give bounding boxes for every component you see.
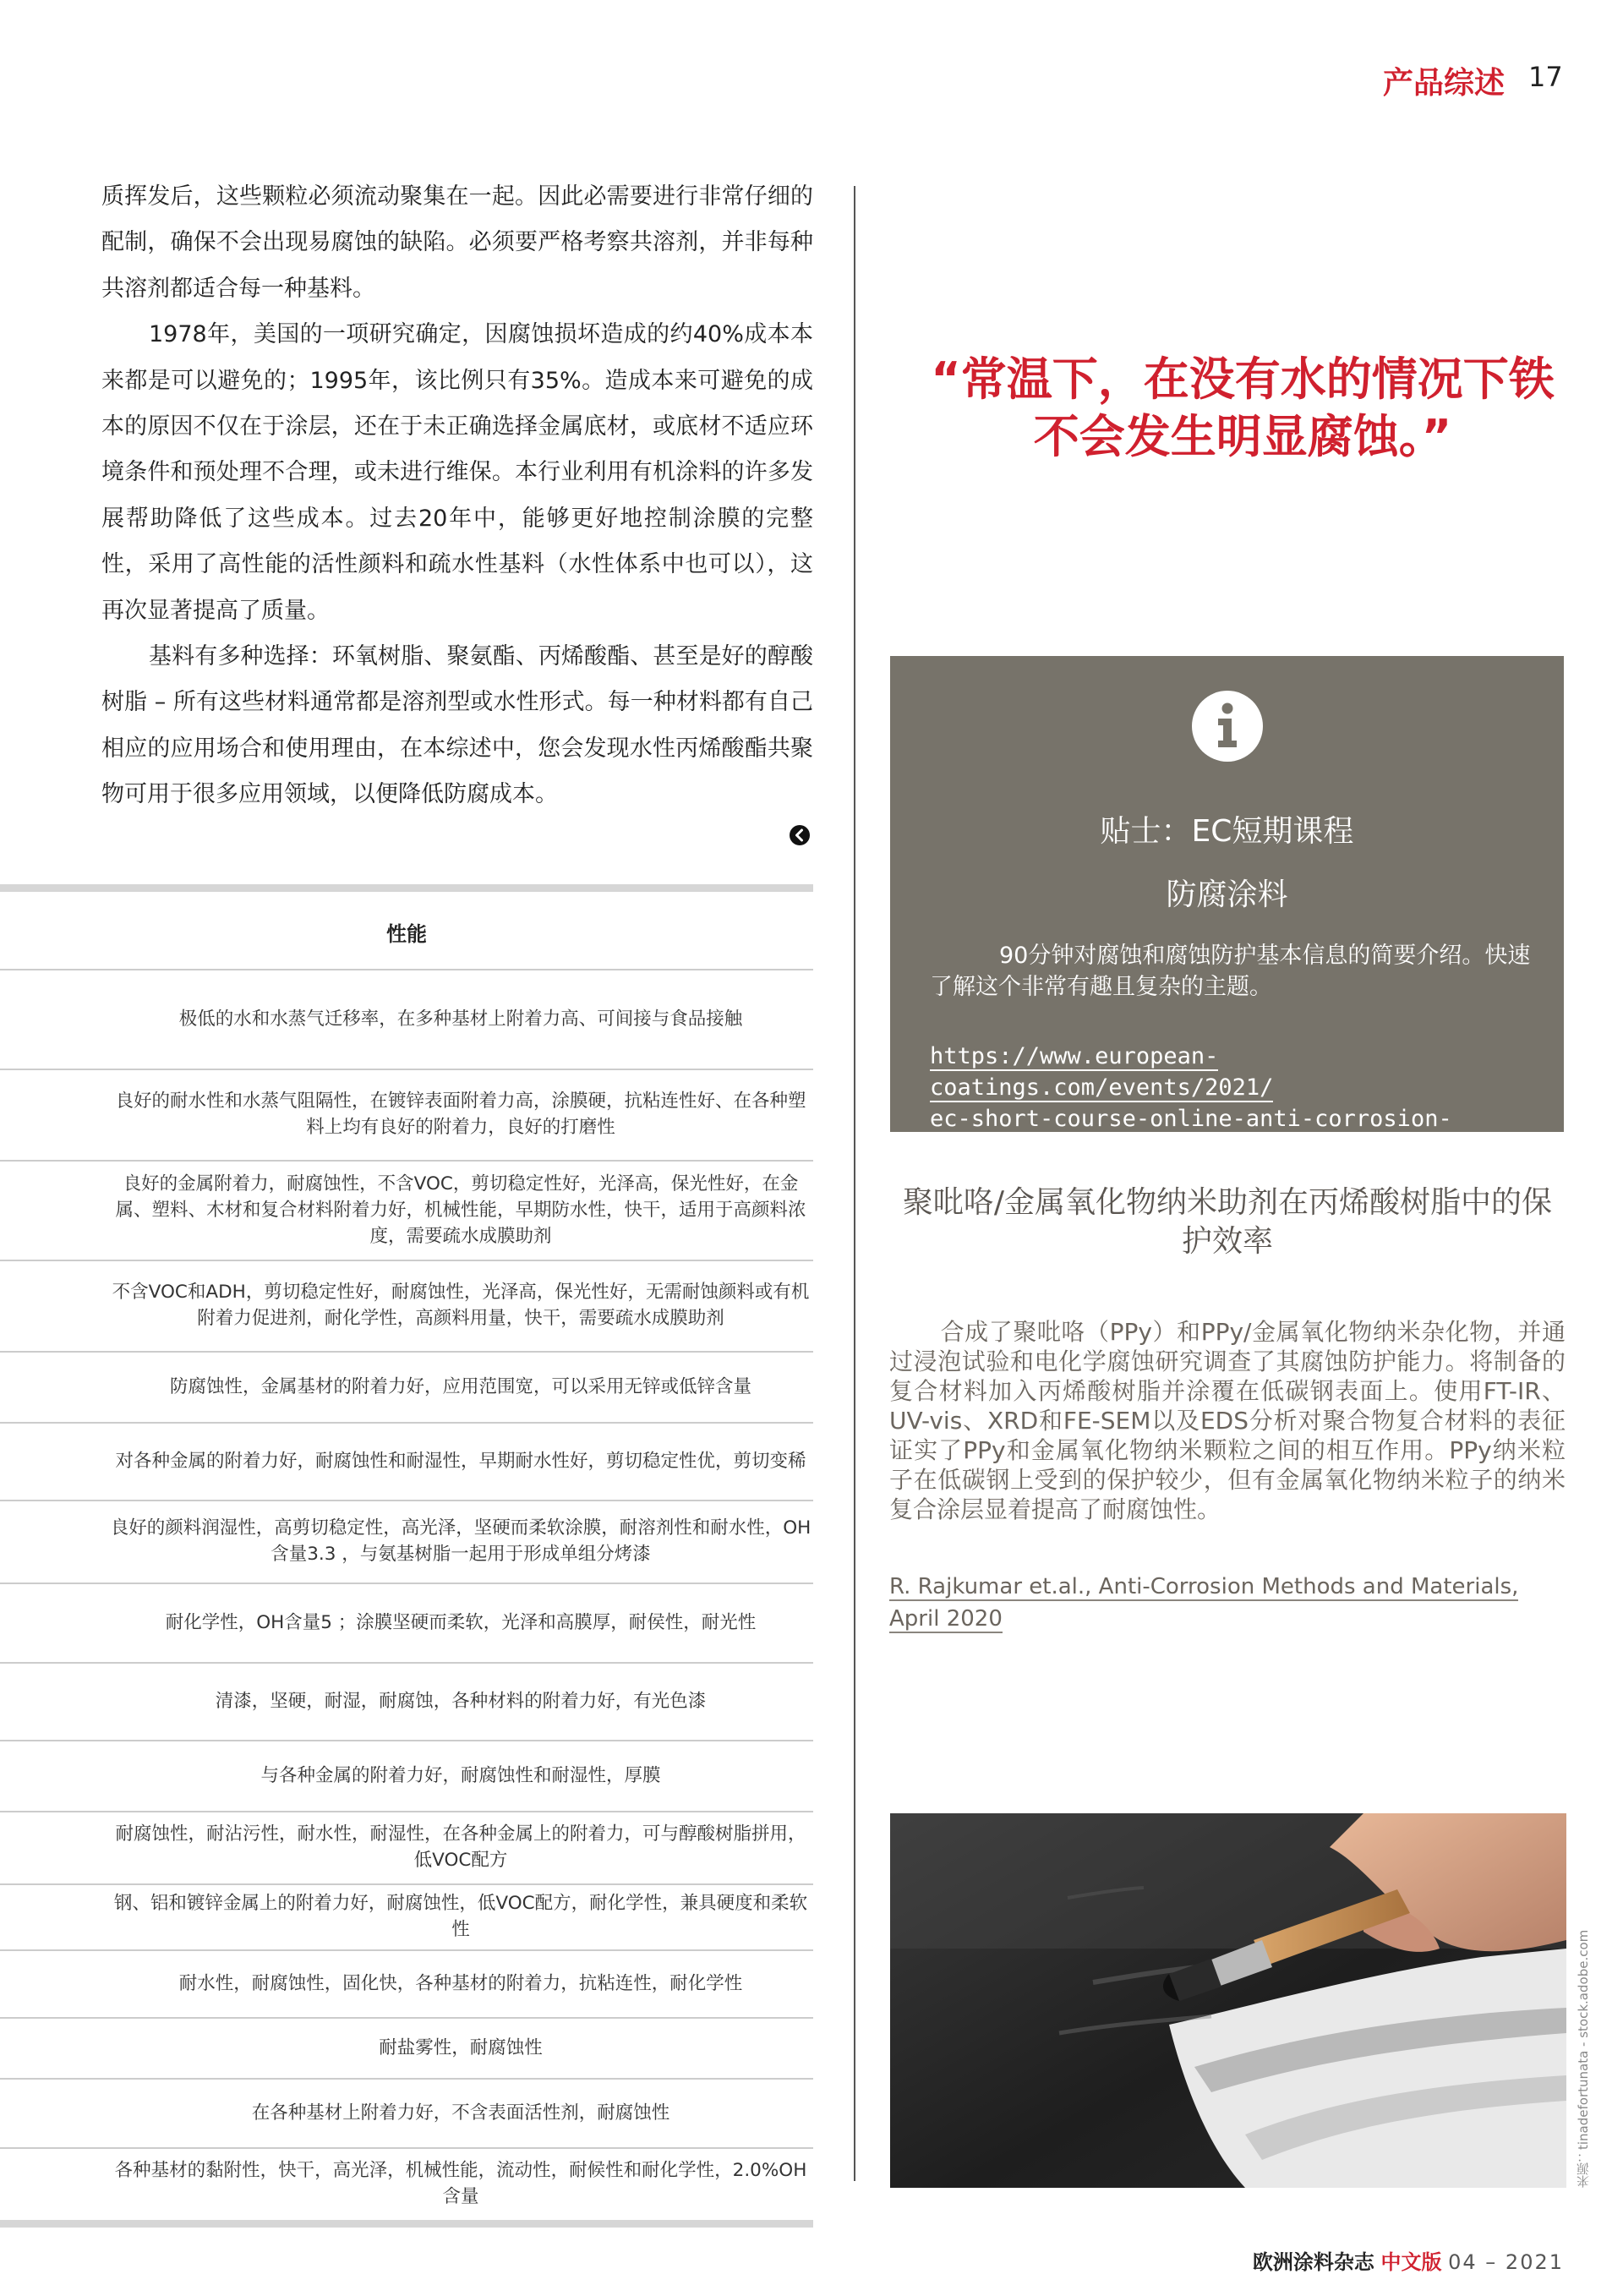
table-cell: 良好的金属附着力，耐腐蚀性，不含VOC，剪切稳定性好，光泽高，保光性好，在金属、塑料、木材和复合材料附着力好，机械性能，早期防水性，快干，适用于高颜料浓度，需要疏水成膜助剂	[115, 1173, 806, 1247]
issue-number: 04 – 2021	[1448, 2250, 1564, 2274]
paintbrush-photo	[890, 1813, 1566, 2188]
info-subtitle: 防腐涂料	[1166, 877, 1288, 912]
research-citation[interactable]	[889, 1571, 1566, 1635]
table-cell: 钢、铝和镀锌金属上的附着力好，耐腐蚀性，低VOC配方，耐化学性，兼具硬度和柔软性	[113, 1893, 808, 1940]
table-cell: 各种基材的黏附性，快干，高光泽，机械性能，流动性，耐候性和耐化学性，2.0%OH含量	[114, 2160, 807, 2207]
research-body-text: 合成了聚吡咯（PPy）和PPy/金属氧化物纳米杂化物，并通过浸泡试验和电化学腐蚀研究调查了其腐蚀防护能力。将制备的复合材料加入丙烯酸树脂并涂覆在低碳钢表面上。使用FT-IR、UV-vis、XRD和FE-SEM以及EDS分析对聚合物复合材料的表征证实了PPy和金属氧化物纳米颗粒之间的相互作用。PPy纳米粒子在低碳钢上受到的保护较少，但有金属氧化物纳米粒子的纳米复合涂层显着提高了耐腐蚀性。	[889, 1318, 1566, 1523]
research-title: 聚吡咯/金属氧化物纳米助剂在丙烯酸树脂中的保护效率	[902, 1185, 1553, 1259]
pull-quote: “常温下，在没有水的情况下铁不会发生明显腐蚀。”	[931, 353, 1555, 463]
course-link-line2[interactable]: ec-short-course-online-anti-corrosion-coatings	[930, 1106, 1452, 1163]
body-paragraph: 基料有多种选择：环氧树脂、聚氨酯、丙烯酸酯、甚至是好的醇酸树脂 – 所有这些材料通常都是溶剂型或水性形式。每一种材料都有自己相应的应用场合和使用理由，在本综述中，您会发现水性丙烯酸酯共聚物可用于很多应用领域，以便降低防腐成本。	[101, 643, 813, 808]
info-box	[890, 656, 1564, 1163]
edition-label: 中文版	[1380, 2250, 1442, 2274]
table-cell: 在各种基材上附着力好，不含表面活性剂，耐腐蚀性	[251, 2102, 670, 2124]
column-divider	[854, 186, 855, 2181]
research-citation-text[interactable]: R. Rajkumar et.al., Anti-Corrosion Methods and Materials, April 2020	[889, 1574, 1519, 1632]
table-header: 性能	[386, 922, 427, 946]
body-paragraph: 1978年，美国的一项研究确定，因腐蚀损坏造成的约40%成本本来都是可以避免的；1995年，该比例只有35%。造成本来可避免的成本的原因不仅在于涂层，还在于未正确选择金属底材，或底材不适应环境条件和预处理不合理，或未进行维保。本行业利用有机涂料的许多发展帮助降低了这些成本。过去20年中，能够更好地控制涂膜的完整性，采用了高性能的活性颜料和疏水性基料（水性体系中也可以），这再次显著提高了质量。	[101, 321, 813, 624]
table-cell: 良好的颜料润湿性，高剪切稳定性，高光泽，坚硬而柔软涂膜，耐溶剂性和耐水性，OH含量3.3 ，与氨基树脂一起用于形成单组分烤漆	[110, 1517, 812, 1565]
table-bottom-rule	[0, 2220, 813, 2228]
body-paragraph: 质挥发后，这些颗粒必须流动聚集在一起。因此必需要进行非常仔细的配制，确保不会出现易腐蚀的缺陷。必须要严格考察共溶剂，并非每种共溶剂都适合每一种基料。	[101, 183, 813, 302]
research-body	[889, 1317, 1566, 1524]
table-cell: 不含VOC和ADH，剪切稳定性好，耐腐蚀性，光泽高，保光性好，无需耐蚀颜料或有机附着力促进剂，耐化学性，高颜料用量，快干，需要疏水成膜助剂	[112, 1282, 810, 1329]
page-footer	[1251, 2245, 1564, 2275]
magazine-name: 欧洲涂料杂志	[1252, 2250, 1374, 2274]
table-cell: 防腐蚀性，金属基材的附着力好，应用范围宽，可以采用无锌或低锌含量	[169, 1375, 751, 1397]
table-top-rule	[0, 884, 813, 892]
table-cell: 耐化学性，OH含量5 ；涂膜坚硬而柔软，光泽和高膜厚，耐侯性，耐光性	[165, 1611, 757, 1633]
page-number: 17	[1528, 61, 1563, 93]
table-cell: 良好的耐水性和水蒸气阻隔性，在镀锌表面附着力高，涂膜硬，抗粘连性好、在各种塑料上均有良好的附着力，良好的打磨性	[115, 1091, 806, 1138]
info-description-text: 90分钟对腐蚀和腐蚀防护基本信息的简要介绍。快速了解这个非常有趣且复杂的主题。	[930, 943, 1531, 1000]
photo-credit: 来源：tinadefortunata - stock.adobe.com	[1576, 1929, 1591, 2188]
info-icon	[1191, 690, 1264, 763]
table-cell: 与各种金属的附着力好，耐腐蚀性和耐湿性，厚膜	[260, 1764, 661, 1786]
info-title: 贴士：EC短期课程	[1100, 814, 1354, 849]
table-cell: 对各种金属的附着力好，耐腐蚀性和耐湿性，早期耐水性好，剪切稳定性优，剪切变稀	[115, 1450, 806, 1472]
chevron-left-icon[interactable]	[789, 824, 811, 846]
info-description	[930, 940, 1538, 1003]
table-cell: 耐腐蚀性，耐沾污性，耐水性，耐湿性，在各种金属上的附着力，可与醇酸树脂拼用，低VOC配方	[115, 1823, 806, 1871]
table-cell: 极低的水和水蒸气迁移率，在多种基材上附着力高、可间接与食品接触	[178, 1008, 743, 1030]
body-text	[101, 174, 813, 818]
table-cell: 清漆，坚硬，耐湿，耐腐蚀，各种材料的附着力好，有光色漆	[215, 1690, 707, 1712]
section-title: 产品综述	[1382, 66, 1505, 101]
table-cell: 耐水性，耐腐蚀性，固化快，各种基材的附着力，抗粘连性，耐化学性	[178, 1972, 743, 1994]
table-cell: 耐盐雾性，耐腐蚀性	[379, 2036, 543, 2058]
course-link[interactable]	[930, 1041, 1555, 1166]
course-link-line1[interactable]: https://www.european-coatings.com/events/2021/	[930, 1043, 1274, 1101]
